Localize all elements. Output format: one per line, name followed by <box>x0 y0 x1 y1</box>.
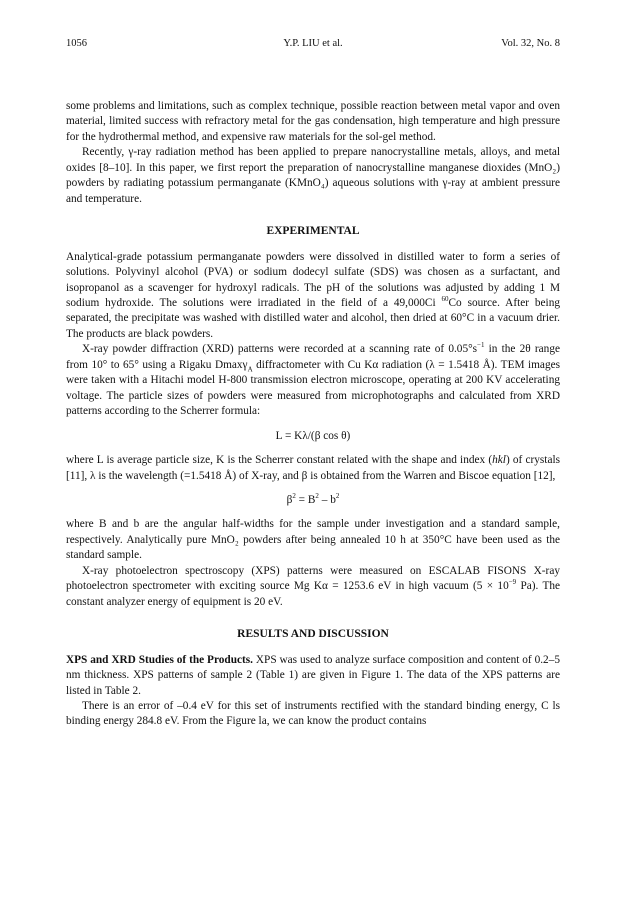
exp-p5-text-a: X-ray photoelectron spectroscopy (XPS) patterns were measured on ESCALAB FISONS X-ray photoelectron spectrometer with exciting source Mg Kα = 1253.6 eV in high vacuum (5 × 10 <box>66 564 560 593</box>
experimental-paragraph-4: where B and b are the angular half-widths for the sample under investigation and a standard sample, respectively. Analytically pure MnO₂ powders after being annealed 10 h at 350°C have been used as the standard sample. <box>66 518 560 562</box>
results-paragraph-2: There is an error of –0.4 eV for this set of instruments rectified with the standard binding energy, C ls binding energy 284.8 eV. From the Figure la, we can know the product contains <box>66 699 560 728</box>
exp-p2-text-c: diffractometer with Cu Kα radiation (λ = 1.5418 Å). TEM images were taken with a Hitachi model H-800 transmission electron microscope, operating at 200 KV accelerating voltage. The particle sizes of powders were measured from microphotographs and calculated from XRD patterns according to the Scherrer formula: <box>66 358 561 418</box>
experimental-paragraph-2 <box>66 342 560 419</box>
exp-p3-text-a: where L is average particle size, K is the Scherrer constant related with the shape and index ( <box>66 454 493 467</box>
experimental-paragraph-1 <box>66 250 560 343</box>
results-paragraph-1 <box>66 653 560 699</box>
eq2-B-exp: 2 <box>315 492 319 501</box>
pressure-exponent: −9 <box>508 578 517 587</box>
eq2-beta-exp: 2 <box>292 492 296 501</box>
eq2-b-exp: 2 <box>335 492 340 501</box>
eq2-beta: β <box>286 493 293 506</box>
exp-p2-text-a: X-ray powder diffraction (XRD) patterns were recorded at a scanning rate of 0.05°s <box>82 343 478 356</box>
miller-index-hkl: hkl <box>492 454 506 467</box>
experimental-paragraph-3 <box>66 453 560 484</box>
section-heading-results: RESULTS AND DISCUSSION <box>237 628 389 641</box>
intro-paragraph-2: Recently, γ-ray radiation method has been applied to prepare nanocrystalline metals, alloys, and metal oxides [8–10]. In this paper, we first report the preparation of nanocrystalline manganese dioxides (MnO₂) powders by radiating potassium permanganate (KMnO₄) aqueous solutions with γ-ray at ambient pressure and temperature. <box>66 146 560 205</box>
warren-biscoe-equation <box>66 493 560 508</box>
body-text <box>66 99 560 730</box>
intro-paragraph-1: some problems and limitations, such as complex technique, possible reaction between metal vapor and oven material, limited success with refractory metal for the gas condensation, high temperature and high pressure for the hydrothermal method, and expensive raw materials for the sol-gel method. <box>66 100 560 143</box>
authors-text: Y.P. LIU et al. <box>283 38 343 49</box>
scherrer-equation: L = Kλ/(β cos θ) <box>275 429 351 442</box>
running-authors <box>66 38 560 49</box>
running-header <box>66 38 560 52</box>
eq2-b: – b <box>318 493 336 506</box>
eq2-B: = B <box>295 493 316 506</box>
experimental-paragraph-5 <box>66 564 560 610</box>
rate-unit-superscript: −1 <box>477 341 485 350</box>
page-number: 1056 <box>66 38 87 49</box>
cobalt-isotope-superscript: 60 <box>441 295 449 304</box>
volume-info: Vol. 32, No. 8 <box>501 38 560 49</box>
exp-p1-text-a: Analytical-grade potassium permanganate powders were dissolved in distilled water to form a series of solutions. Polyvinyl alcohol (PVA) or sodium dodecyl sulfate (SDS) was chosen as a surfactant, and isopropanol as a scavenger for hydroxyl radicals. The pH of the solutions was adjusted by adding 1 M sodium hydroxide. The solutions were irradiated in the field of a 49,000Ci <box>66 250 560 309</box>
section-heading-experimental: EXPERIMENTAL <box>266 225 360 238</box>
exp-p1-text-b: Co source. After being separated, the precipitate was washed with distilled water and alcohol, then dried at 60°C in a vacuum drier. The products are black powders. <box>66 296 560 340</box>
results-p1-text: XPS was used to analyze surface composition and content of 0.2–5 nm thickness. XPS patterns of sample 2 (Table 1) are given in Figure 1. The data of the XPS patterns are listed in Table 2. <box>66 653 561 697</box>
exp-p3-text-b: ) of crystals [11], λ is the wavelength (=1.5418 Å) of X-ray, and β is obtained from the Warren and Biscoe equation [12], <box>66 454 560 482</box>
exp-p5-text-b: Pa). The constant analyzer energy of equipment is 20 eV. <box>66 580 561 608</box>
subsection-heading-xps-xrd: XPS and XRD Studies of the Products. <box>66 653 253 666</box>
diffractometer-subscript: A <box>247 365 253 374</box>
exp-p2-text-b: in the 2θ range from 10° to 65° using a Rigaku Dmaxγ <box>66 343 560 371</box>
